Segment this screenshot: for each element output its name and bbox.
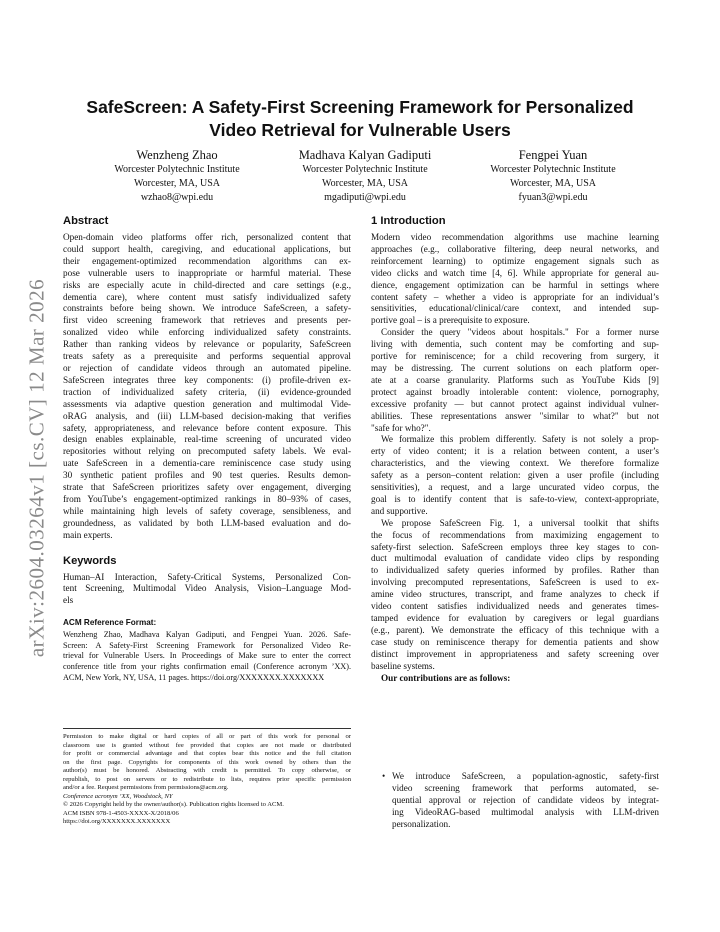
- paper-title: [60, 96, 660, 142]
- text-line: We formalize this problem differently. Safety is not solely a prop-: [381, 434, 659, 445]
- acm-reference-text: [63, 630, 351, 683]
- text-line: Conference acronym ’XX, Woodstock, NY: [63, 792, 173, 800]
- contribution-bullet: [382, 771, 659, 831]
- text-line: the focus of recommendations from maximizing engagement to: [371, 529, 659, 540]
- text-line: quential approval or rejection of candidate videos by integrat-: [392, 794, 659, 805]
- text-line: republish, to post on servers or to redistribute to lists, requires prior specific permission: [63, 775, 351, 783]
- text-line: to individualized safety queries informed by profiles. Rather than: [371, 565, 659, 576]
- author-block: [272, 148, 458, 205]
- text-line: We propose SafeScreen Fig. 1, a universal toolkit that shifts: [381, 517, 659, 528]
- text-line: Our contributions are as follows:: [381, 672, 511, 683]
- text-line: from YouTube’s engagement-optimized rankings in 80–93% of cases,: [63, 493, 351, 504]
- text-line: tent Screening, Multimodal Video Analysis, Vision–Language Mod-: [63, 583, 351, 594]
- text-line: may be distressing. The current solutions on each platform oper-: [371, 362, 659, 373]
- author-name: Wenzheng Zhao: [136, 148, 218, 162]
- text-line: strate that SafeScreen prioritizes safety over engagement, diverging: [63, 482, 351, 493]
- text-line: oRAG analysis, and (iii) LLM-based decision-making that verifies: [63, 410, 351, 421]
- title-line-1: SafeScreen: A Safety-First Screening Framework for Personalized: [86, 97, 634, 117]
- arxiv-watermark: [22, 248, 52, 688]
- text-line: Consider the query "videos about hospitals." For a former nurse: [381, 327, 659, 338]
- text-line: ate at a coarse granularity. Platforms such as YouTube Kids [9]: [371, 374, 659, 385]
- text-line: (e.g., parent). We demonstrate the efficacy of this technique with a: [371, 624, 659, 635]
- text-line: Rather than ranking videos by relevance or popularity, SafeScreen: [63, 339, 351, 350]
- author-email: wzhao8@wpi.edu: [140, 192, 214, 203]
- text-line: baseline systems.: [371, 660, 435, 671]
- copyright-footnote: [63, 728, 351, 827]
- text-line: © 2026 Copyright held by the owner/author(s). Publication rights licensed to ACM.: [63, 801, 284, 808]
- text-line: and supportive.: [371, 505, 428, 516]
- text-line: Wenzheng Zhao, Madhava Kalyan Gadiputi, and Fengpei Yuan. 2026. Safe-: [63, 630, 351, 640]
- intro-paragraph-3: [371, 434, 659, 517]
- text-line: ing VideoRAG-based multimodal analysis with LLM-driven: [392, 806, 659, 817]
- text-line: https://doi.org/XXXXXXX.XXXXXXX: [63, 818, 171, 825]
- text-line: living with dementia, such content may be comforting and sup-: [371, 339, 659, 350]
- text-line: abilities. These representations answer "similar to what?" but not: [371, 410, 659, 421]
- intro-paragraph-2: [371, 327, 659, 434]
- author-name: Madhava Kalyan Gadiputi: [298, 148, 432, 162]
- text-line: portive for reminiscence; for a child recovering from surgery, it: [371, 351, 659, 362]
- author-affiliation: Worcester Polytechnic Institute: [302, 164, 428, 175]
- arxiv-id: arXiv:2604.03264v1 [cs.CV] 12 Mar 2026: [24, 278, 49, 658]
- text-line: sonalized video while enforcing individualized safety constraints.: [63, 327, 351, 338]
- text-line: while maintaining high levels of safety coverage, sensibleness, and: [63, 505, 351, 516]
- bullet-icon: •: [382, 771, 386, 781]
- author-location: Worcester, MA, USA: [133, 178, 220, 189]
- text-line: safety, appropriateness, and relevance before content exposure. This: [63, 422, 351, 433]
- text-line: dience, engagement optimization can be harmful in settings where: [371, 279, 659, 290]
- text-line: approaches (e.g., collaborative filtering, deep neural networks, and: [371, 243, 659, 254]
- text-line: design enables explainable, real-time screening of uncurated video: [63, 434, 351, 445]
- author-affiliation: Worcester Polytechnic Institute: [490, 164, 616, 175]
- keywords-heading: Keywords: [63, 554, 117, 567]
- text-line: pose vulnerable users to inappropriate or harmful material. These: [63, 267, 351, 278]
- text-line: personalization.: [392, 818, 451, 829]
- text-line: uate SafeScreen in a dementia-care reminiscence case study using: [63, 458, 351, 469]
- text-line: safety-first selection. SafeScreen employs three key stages to con-: [371, 541, 659, 552]
- abstract-text: [63, 232, 351, 542]
- text-line: main experts.: [63, 529, 113, 540]
- text-line: Screen: A Safety-First Screening Framework for Personalized Video Re-: [63, 640, 351, 650]
- intro-paragraph-4: [371, 518, 659, 673]
- abstract-heading: Abstract: [63, 215, 109, 227]
- text-line: safety as a person–content relation: given a user profile (including: [371, 470, 659, 481]
- right-column: [371, 214, 659, 684]
- text-line: duct multimodal evaluation of candidate video clips by responding: [371, 553, 659, 564]
- text-line: "safe for who?".: [371, 422, 431, 433]
- text-line: characteristics, and the viewing context. We therefore formalize: [371, 458, 659, 469]
- text-line: traction of individualized safety criteria, (ii) evidence-grounded: [63, 386, 351, 397]
- text-line: conference title from your rights confirmation email (Conference acronym ’XX).: [63, 661, 351, 671]
- author-email: fyuan3@wpi.edu: [518, 192, 588, 203]
- introduction-heading: 1 Introduction: [371, 215, 446, 227]
- text-line: SafeScreen integrates three key components: (i) profile-driven ex-: [63, 374, 351, 385]
- text-line: assessments via adaptive question generation and multimodal Vide-: [63, 398, 351, 409]
- text-line: els: [63, 595, 74, 606]
- title-line-2: Video Retrieval for Vulnerable Users: [209, 120, 511, 140]
- text-line: dementia care), where content must satisfy individualized safety: [63, 291, 351, 302]
- text-line: constraints before being shown. We introduce SafeScreen, a safety-: [63, 303, 351, 314]
- author-block: [463, 148, 643, 205]
- text-line: Modern video recommendation algorithms use machine learning: [371, 232, 659, 242]
- text-line: sensitivities), a request, and a large uncurated video corpus, the: [371, 482, 659, 493]
- text-line: could support health, caregiving, and educational applications, but: [63, 243, 351, 254]
- text-line: content safety – whether a video is appropriate for an individual’s: [371, 291, 659, 302]
- text-line: ACM ISBN 978-1-4503-XXXX-X/2018/06: [63, 809, 179, 817]
- acm-reference-heading: ACM Reference Format:: [63, 618, 157, 628]
- text-line: video screening framework that performs automated, se-: [392, 782, 659, 793]
- text-line: goal is to identify content that is safe-to-view, context-appropriate,: [371, 493, 659, 504]
- text-line: risks are especially acute in child-directed and care settings (e.g.,: [63, 279, 351, 290]
- text-line: ACM, New York, NY, USA, 11 pages. https://doi.org/XXXXXXX.XXXXXXX: [63, 672, 325, 682]
- intro-paragraph-1: [371, 232, 659, 327]
- contributions-lead: [371, 673, 659, 685]
- text-line: erty of video content; it is a relation between content, a user’s: [371, 446, 659, 457]
- text-line: tamped evidence for evaluation by caregivers or legal guardians: [371, 613, 659, 623]
- text-line: groundedness, as validated by both LLM-based evaluation and do-: [63, 517, 351, 528]
- text-line: We introduce SafeScreen, a population-agnostic, safety-first: [392, 771, 659, 781]
- author-block: [87, 148, 267, 205]
- author-location: Worcester, MA, USA: [509, 178, 596, 189]
- text-line: amine video structures, transcript, and frame analyzes to check if: [371, 589, 659, 600]
- text-line: author(s) must be honored. Abstracting with credit is permitted. To copy otherwise, or: [63, 767, 351, 774]
- author-email: mgadiputi@wpi.edu: [324, 192, 406, 203]
- text-line: involving precomputed representations, SafeScreen is used to ex-: [371, 577, 659, 588]
- left-column: [63, 214, 351, 683]
- text-line: case study on reminiscence therapy for dementia patients and show: [371, 636, 659, 647]
- text-line: or rejection of candidate videos through an automated pipeline.: [63, 362, 351, 373]
- text-line: excessive profanity — but cannot protect against individual vulner-: [371, 398, 659, 409]
- text-line: treats safety as a prerequisite and performs sequential approval: [63, 351, 351, 362]
- author-location: Worcester, MA, USA: [321, 178, 408, 189]
- author-affiliation: Worcester Polytechnic Institute: [114, 164, 240, 175]
- author-name: Fengpei Yuan: [518, 148, 588, 162]
- text-line: their engagement-optimized recommendation algorithms can ex-: [63, 255, 351, 266]
- text-line: Permission to make digital or hard copies of all or part of this work for personal or: [63, 733, 351, 740]
- text-line: video content satisfies individualized needs and generates times-: [371, 601, 659, 612]
- text-line: and/or a fee. Request permissions from permissions@acm.org.: [63, 784, 229, 791]
- text-line: repositories without relying on precomputed safety labels. We eval-: [63, 446, 351, 457]
- text-line: first video screening framework that retrieves and presents per-: [63, 315, 351, 326]
- text-line: classroom use is granted without fee provided that copies are not made or distributed: [63, 741, 351, 749]
- text-line: Open-domain video platforms offer rich, personalized content that: [63, 232, 351, 242]
- text-line: trieval for Vulnerable Users. In Proceedings of Make sure to enter the correct: [63, 651, 351, 661]
- text-line: video clicks and watch time [4, 6]. While appropriate for general au-: [371, 267, 659, 278]
- text-line: sensitivities, educational/clinical/care context, and intended sup-: [371, 303, 659, 314]
- text-line: protect against broadly intolerable content: violence, pornography,: [371, 386, 659, 397]
- text-line: Human–AI Interaction, Safety-Critical Systems, Personalized Con-: [63, 571, 351, 582]
- text-line: portive goal – is a prerequisite to exposure.: [371, 315, 530, 326]
- text-line: reinforcement learning) to optimize engagement signals such as: [371, 255, 659, 266]
- text-line: for profit or commercial advantage and that copies bear this notice and the full citation: [63, 750, 351, 757]
- text-line: 30 synthetic patient profiles and 90 test queries. Results demon-: [63, 470, 351, 481]
- keywords-text: [63, 572, 351, 608]
- text-line: on the first page. Copyrights for components of this work owned by others than the: [63, 758, 351, 766]
- text-line: distinct improvement in appropriateness and safety screening over: [371, 648, 659, 659]
